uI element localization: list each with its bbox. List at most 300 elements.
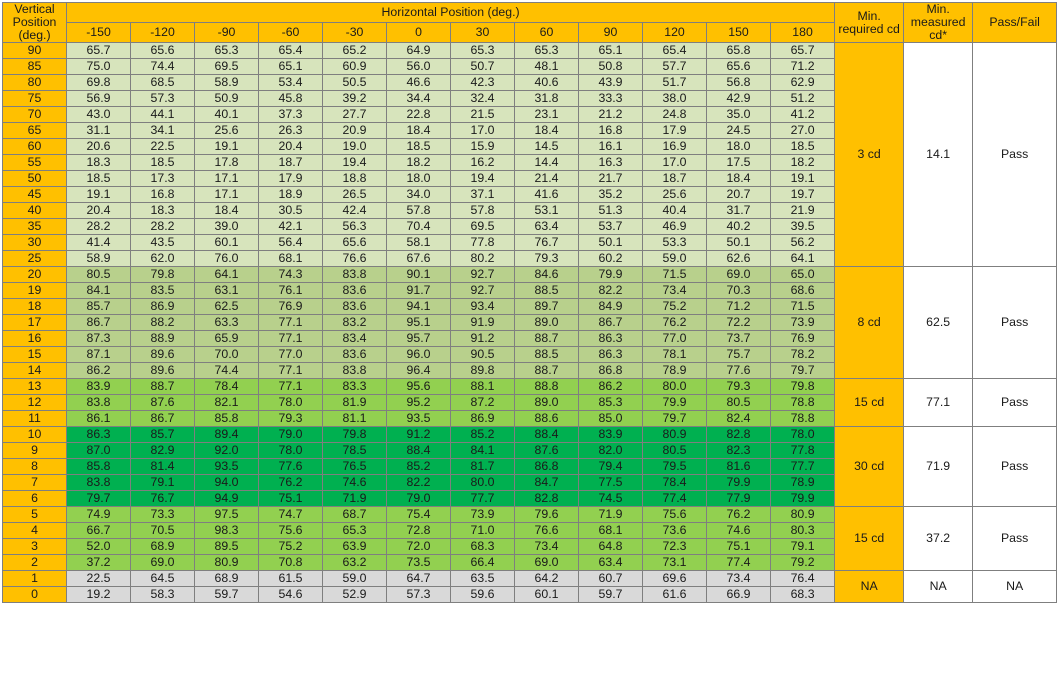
table-row xyxy=(3,379,1057,395)
intensity-value-cell: 28.2 xyxy=(67,219,131,235)
intensity-value-cell: 71.2 xyxy=(771,59,835,75)
pass-fail-cell: Pass xyxy=(973,267,1057,379)
intensity-value-cell: 65.4 xyxy=(643,43,707,59)
min-measured-cell: 14.1 xyxy=(904,43,973,267)
intensity-value-cell: 53.1 xyxy=(515,203,579,219)
horizontal-position-header: Horizontal Position (deg.) xyxy=(67,3,835,23)
vertical-angle-cell: 16 xyxy=(3,331,67,347)
intensity-value-cell: 17.5 xyxy=(707,155,771,171)
intensity-value-cell: 72.0 xyxy=(387,539,451,555)
intensity-value-cell: 53.3 xyxy=(643,235,707,251)
intensity-value-cell: 34.4 xyxy=(387,91,451,107)
intensity-value-cell: 16.1 xyxy=(579,139,643,155)
horizontal-angle-header: 180 xyxy=(771,23,835,43)
intensity-value-cell: 74.7 xyxy=(259,507,323,523)
intensity-value-cell: 68.6 xyxy=(771,283,835,299)
intensity-value-cell: 77.5 xyxy=(579,475,643,491)
vertical-angle-cell: 55 xyxy=(3,155,67,171)
intensity-value-cell: 78.0 xyxy=(259,395,323,411)
intensity-value-cell: 58.1 xyxy=(387,235,451,251)
intensity-value-cell: 85.2 xyxy=(451,427,515,443)
intensity-value-cell: 69.0 xyxy=(131,555,195,571)
intensity-value-cell: 75.0 xyxy=(67,59,131,75)
intensity-value-cell: 56.4 xyxy=(259,235,323,251)
intensity-value-cell: 68.7 xyxy=(323,507,387,523)
intensity-value-cell: 80.9 xyxy=(195,555,259,571)
intensity-value-cell: 77.8 xyxy=(451,235,515,251)
intensity-value-cell: 79.5 xyxy=(643,459,707,475)
intensity-value-cell: 77.7 xyxy=(771,459,835,475)
intensity-value-cell: 25.6 xyxy=(643,187,707,203)
intensity-value-cell: 65.7 xyxy=(67,43,131,59)
intensity-value-cell: 14.4 xyxy=(515,155,579,171)
intensity-value-cell: 75.1 xyxy=(259,491,323,507)
intensity-value-cell: 65.3 xyxy=(195,43,259,59)
intensity-value-cell: 41.2 xyxy=(771,107,835,123)
intensity-value-cell: 48.1 xyxy=(515,59,579,75)
min-measured-cell: 37.2 xyxy=(904,507,973,571)
intensity-value-cell: 17.8 xyxy=(195,155,259,171)
intensity-value-cell: 37.3 xyxy=(259,107,323,123)
intensity-value-cell: 68.3 xyxy=(771,587,835,603)
intensity-value-cell: 18.9 xyxy=(259,187,323,203)
intensity-value-cell: 25.6 xyxy=(195,123,259,139)
intensity-value-cell: 88.1 xyxy=(451,379,515,395)
intensity-value-cell: 89.6 xyxy=(131,347,195,363)
min-required-cell: NA xyxy=(835,571,904,603)
intensity-value-cell: 78.4 xyxy=(195,379,259,395)
intensity-value-cell: 97.5 xyxy=(195,507,259,523)
intensity-value-cell: 81.4 xyxy=(131,459,195,475)
intensity-value-cell: 73.9 xyxy=(771,315,835,331)
intensity-value-cell: 64.1 xyxy=(195,267,259,283)
intensity-value-cell: 76.5 xyxy=(323,459,387,475)
min-required-cell: 30 cd xyxy=(835,427,904,507)
intensity-value-cell: 65.9 xyxy=(195,331,259,347)
intensity-value-cell: 74.6 xyxy=(323,475,387,491)
intensity-value-cell: 16.3 xyxy=(579,155,643,171)
intensity-value-cell: 85.2 xyxy=(387,459,451,475)
vertical-angle-cell: 65 xyxy=(3,123,67,139)
vertical-angle-cell: 13 xyxy=(3,379,67,395)
intensity-value-cell: 37.2 xyxy=(67,555,131,571)
intensity-value-cell: 78.2 xyxy=(771,347,835,363)
intensity-value-cell: 73.6 xyxy=(643,523,707,539)
intensity-value-cell: 94.1 xyxy=(387,299,451,315)
intensity-value-cell: 79.1 xyxy=(771,539,835,555)
intensity-value-cell: 86.3 xyxy=(579,331,643,347)
intensity-value-cell: 42.9 xyxy=(707,91,771,107)
intensity-value-cell: 46.6 xyxy=(387,75,451,91)
intensity-value-cell: 80.9 xyxy=(643,427,707,443)
vertical-angle-cell: 35 xyxy=(3,219,67,235)
intensity-value-cell: 68.9 xyxy=(195,571,259,587)
pass-fail-cell: Pass xyxy=(973,507,1057,571)
horizontal-angle-header: 0 xyxy=(387,23,451,43)
intensity-value-cell: 59.6 xyxy=(451,587,515,603)
intensity-value-cell: 56.9 xyxy=(67,91,131,107)
intensity-value-cell: 66.4 xyxy=(451,555,515,571)
intensity-value-cell: 58.9 xyxy=(67,251,131,267)
intensity-value-cell: 91.2 xyxy=(451,331,515,347)
intensity-value-cell: 60.7 xyxy=(579,571,643,587)
intensity-value-cell: 75.2 xyxy=(259,539,323,555)
intensity-value-cell: 51.2 xyxy=(771,91,835,107)
intensity-value-cell: 75.6 xyxy=(259,523,323,539)
intensity-value-cell: 30.5 xyxy=(259,203,323,219)
horizontal-angle-header: 150 xyxy=(707,23,771,43)
intensity-value-cell: 43.0 xyxy=(67,107,131,123)
intensity-value-cell: 21.2 xyxy=(579,107,643,123)
intensity-value-cell: 79.9 xyxy=(579,267,643,283)
intensity-value-cell: 85.8 xyxy=(195,411,259,427)
min-required-cell: 3 cd xyxy=(835,43,904,267)
intensity-value-cell: 82.0 xyxy=(579,443,643,459)
intensity-value-cell: 40.1 xyxy=(195,107,259,123)
intensity-value-cell: 75.1 xyxy=(707,539,771,555)
intensity-value-cell: 53.4 xyxy=(259,75,323,91)
intensity-value-cell: 80.9 xyxy=(771,507,835,523)
intensity-value-cell: 20.4 xyxy=(67,203,131,219)
intensity-value-cell: 56.0 xyxy=(387,59,451,75)
intensity-value-cell: 27.7 xyxy=(323,107,387,123)
intensity-value-cell: 79.7 xyxy=(771,363,835,379)
intensity-value-cell: 82.8 xyxy=(707,427,771,443)
intensity-value-cell: 87.2 xyxy=(451,395,515,411)
vertical-angle-cell: 14 xyxy=(3,363,67,379)
intensity-value-cell: 87.1 xyxy=(67,347,131,363)
min-measured-cell: 71.9 xyxy=(904,427,973,507)
intensity-value-cell: 39.0 xyxy=(195,219,259,235)
intensity-value-cell: 88.7 xyxy=(515,331,579,347)
intensity-value-cell: 76.9 xyxy=(771,331,835,347)
intensity-value-cell: 58.3 xyxy=(131,587,195,603)
pass-fail-cell: NA xyxy=(973,571,1057,603)
intensity-value-cell: 86.2 xyxy=(67,363,131,379)
intensity-value-cell: 85.0 xyxy=(579,411,643,427)
intensity-value-cell: 76.0 xyxy=(195,251,259,267)
intensity-value-cell: 87.0 xyxy=(67,443,131,459)
intensity-value-cell: 68.9 xyxy=(131,539,195,555)
intensity-value-cell: 16.9 xyxy=(643,139,707,155)
intensity-value-cell: 91.7 xyxy=(387,283,451,299)
vertical-angle-cell: 6 xyxy=(3,491,67,507)
intensity-value-cell: 79.4 xyxy=(579,459,643,475)
intensity-value-cell: 43.9 xyxy=(579,75,643,91)
intensity-value-cell: 93.4 xyxy=(451,299,515,315)
intensity-value-cell: 88.9 xyxy=(131,331,195,347)
intensity-value-cell: 46.9 xyxy=(643,219,707,235)
intensity-value-cell: 71.9 xyxy=(323,491,387,507)
intensity-value-cell: 73.7 xyxy=(707,331,771,347)
intensity-value-cell: 79.8 xyxy=(131,267,195,283)
pass-fail-header: Pass/Fail xyxy=(973,3,1057,43)
min-required-cell: 15 cd xyxy=(835,379,904,427)
intensity-value-cell: 28.2 xyxy=(131,219,195,235)
intensity-value-cell: 60.9 xyxy=(323,59,387,75)
intensity-value-cell: 82.9 xyxy=(131,443,195,459)
intensity-value-cell: 39.2 xyxy=(323,91,387,107)
intensity-value-cell: 86.9 xyxy=(131,299,195,315)
intensity-value-cell: 69.0 xyxy=(515,555,579,571)
intensity-value-cell: 21.5 xyxy=(451,107,515,123)
intensity-value-cell: 95.6 xyxy=(387,379,451,395)
intensity-value-cell: 65.6 xyxy=(707,59,771,75)
intensity-value-cell: 79.8 xyxy=(771,379,835,395)
intensity-value-cell: 69.6 xyxy=(643,571,707,587)
intensity-value-cell: 61.5 xyxy=(259,571,323,587)
intensity-value-cell: 63.3 xyxy=(195,315,259,331)
intensity-value-cell: 51.3 xyxy=(579,203,643,219)
intensity-value-cell: 18.4 xyxy=(195,203,259,219)
horizontal-angle-header: -60 xyxy=(259,23,323,43)
intensity-value-cell: 40.6 xyxy=(515,75,579,91)
intensity-value-cell: 82.8 xyxy=(515,491,579,507)
intensity-value-cell: 77.9 xyxy=(707,491,771,507)
intensity-value-cell: 19.4 xyxy=(323,155,387,171)
intensity-value-cell: 77.4 xyxy=(643,491,707,507)
intensity-value-cell: 86.8 xyxy=(579,363,643,379)
intensity-value-cell: 91.9 xyxy=(451,315,515,331)
intensity-value-cell: 88.5 xyxy=(515,347,579,363)
vertical-angle-cell: 15 xyxy=(3,347,67,363)
intensity-value-cell: 17.9 xyxy=(643,123,707,139)
intensity-value-cell: 87.6 xyxy=(515,443,579,459)
intensity-value-cell: 24.8 xyxy=(643,107,707,123)
intensity-value-cell: 84.9 xyxy=(579,299,643,315)
intensity-value-cell: 81.9 xyxy=(323,395,387,411)
intensity-value-cell: 52.0 xyxy=(67,539,131,555)
intensity-value-cell: 82.3 xyxy=(707,443,771,459)
intensity-value-cell: 60.1 xyxy=(195,235,259,251)
intensity-value-cell: 62.6 xyxy=(707,251,771,267)
intensity-value-cell: 40.4 xyxy=(643,203,707,219)
intensity-value-cell: 42.1 xyxy=(259,219,323,235)
intensity-value-cell: 20.6 xyxy=(67,139,131,155)
intensity-value-cell: 62.0 xyxy=(131,251,195,267)
intensity-value-cell: 73.1 xyxy=(643,555,707,571)
intensity-value-cell: 86.9 xyxy=(451,411,515,427)
intensity-value-cell: 32.4 xyxy=(451,91,515,107)
intensity-value-cell: 79.3 xyxy=(259,411,323,427)
intensity-value-cell: 26.5 xyxy=(323,187,387,203)
intensity-value-cell: 18.4 xyxy=(515,123,579,139)
vertical-angle-cell: 45 xyxy=(3,187,67,203)
min-required-header: Min. required cd xyxy=(835,3,904,43)
intensity-value-cell: 71.5 xyxy=(771,299,835,315)
vertical-angle-cell: 30 xyxy=(3,235,67,251)
intensity-value-cell: 95.2 xyxy=(387,395,451,411)
intensity-value-cell: 78.8 xyxy=(771,395,835,411)
horizontal-angle-header: 90 xyxy=(579,23,643,43)
intensity-value-cell: 57.3 xyxy=(387,587,451,603)
intensity-value-cell: 89.5 xyxy=(195,539,259,555)
intensity-value-cell: 64.1 xyxy=(771,251,835,267)
horizontal-angle-header: 60 xyxy=(515,23,579,43)
intensity-value-cell: 79.3 xyxy=(515,251,579,267)
table-row xyxy=(3,427,1057,443)
intensity-value-cell: 92.7 xyxy=(451,283,515,299)
intensity-value-cell: 37.1 xyxy=(451,187,515,203)
intensity-value-cell: 74.9 xyxy=(67,507,131,523)
intensity-value-cell: 79.0 xyxy=(387,491,451,507)
intensity-value-cell: 21.4 xyxy=(515,171,579,187)
intensity-value-cell: 74.4 xyxy=(195,363,259,379)
intensity-value-cell: 14.5 xyxy=(515,139,579,155)
intensity-value-cell: 75.4 xyxy=(387,507,451,523)
horizontal-angle-header: -150 xyxy=(67,23,131,43)
intensity-value-cell: 56.3 xyxy=(323,219,387,235)
intensity-value-cell: 64.5 xyxy=(131,571,195,587)
vertical-angle-cell: 5 xyxy=(3,507,67,523)
intensity-value-cell: 16.8 xyxy=(579,123,643,139)
intensity-value-cell: 18.5 xyxy=(387,139,451,155)
intensity-value-cell: 53.7 xyxy=(579,219,643,235)
intensity-value-cell: 77.0 xyxy=(259,347,323,363)
intensity-value-cell: 78.0 xyxy=(259,443,323,459)
intensity-value-cell: 80.5 xyxy=(707,395,771,411)
intensity-value-cell: 18.7 xyxy=(643,171,707,187)
intensity-value-cell: 71.2 xyxy=(707,299,771,315)
intensity-value-cell: 54.6 xyxy=(259,587,323,603)
intensity-value-cell: 70.4 xyxy=(387,219,451,235)
intensity-value-cell: 17.1 xyxy=(195,187,259,203)
vertical-position-header: Vertical Position (deg.) xyxy=(3,3,67,43)
intensity-value-cell: 23.1 xyxy=(515,107,579,123)
intensity-value-cell: 85.7 xyxy=(67,299,131,315)
intensity-value-cell: 88.4 xyxy=(387,443,451,459)
intensity-value-cell: 90.5 xyxy=(451,347,515,363)
intensity-value-cell: 44.1 xyxy=(131,107,195,123)
intensity-value-cell: 71.9 xyxy=(579,507,643,523)
vertical-angle-cell: 17 xyxy=(3,315,67,331)
intensity-value-cell: 73.3 xyxy=(131,507,195,523)
intensity-value-cell: 50.7 xyxy=(451,59,515,75)
intensity-value-cell: 91.2 xyxy=(387,427,451,443)
intensity-value-cell: 79.8 xyxy=(323,427,387,443)
intensity-value-cell: 82.1 xyxy=(195,395,259,411)
intensity-value-cell: 63.4 xyxy=(515,219,579,235)
intensity-value-cell: 72.2 xyxy=(707,315,771,331)
intensity-value-cell: 21.7 xyxy=(579,171,643,187)
intensity-value-cell: 71.0 xyxy=(451,523,515,539)
intensity-value-cell: 79.6 xyxy=(515,507,579,523)
intensity-value-cell: 93.5 xyxy=(387,411,451,427)
intensity-value-cell: 76.9 xyxy=(259,299,323,315)
intensity-value-cell: 78.0 xyxy=(771,427,835,443)
intensity-value-cell: 31.8 xyxy=(515,91,579,107)
intensity-value-cell: 86.7 xyxy=(131,411,195,427)
intensity-value-cell: 80.0 xyxy=(643,379,707,395)
intensity-value-cell: 68.1 xyxy=(579,523,643,539)
intensity-value-cell: 35.2 xyxy=(579,187,643,203)
intensity-value-cell: 85.8 xyxy=(67,459,131,475)
pass-fail-cell: Pass xyxy=(973,427,1057,507)
intensity-value-cell: 45.8 xyxy=(259,91,323,107)
intensity-value-cell: 77.1 xyxy=(259,315,323,331)
intensity-value-cell: 74.3 xyxy=(259,267,323,283)
intensity-value-cell: 56.8 xyxy=(707,75,771,91)
intensity-value-cell: 88.7 xyxy=(515,363,579,379)
intensity-value-cell: 96.0 xyxy=(387,347,451,363)
intensity-value-cell: 65.7 xyxy=(771,43,835,59)
intensity-value-cell: 73.4 xyxy=(515,539,579,555)
intensity-value-cell: 64.7 xyxy=(387,571,451,587)
vertical-angle-cell: 75 xyxy=(3,91,67,107)
intensity-value-cell: 24.5 xyxy=(707,123,771,139)
intensity-value-cell: 77.6 xyxy=(259,459,323,475)
intensity-value-cell: 79.7 xyxy=(643,411,707,427)
intensity-value-cell: 35.0 xyxy=(707,107,771,123)
intensity-value-cell: 68.1 xyxy=(259,251,323,267)
intensity-value-cell: 31.1 xyxy=(67,123,131,139)
intensity-value-cell: 88.4 xyxy=(515,427,579,443)
intensity-value-cell: 86.8 xyxy=(515,459,579,475)
intensity-value-cell: 19.1 xyxy=(771,171,835,187)
intensity-value-cell: 68.3 xyxy=(451,539,515,555)
intensity-value-cell: 86.1 xyxy=(67,411,131,427)
intensity-value-cell: 83.5 xyxy=(131,283,195,299)
intensity-value-cell: 16.8 xyxy=(131,187,195,203)
intensity-value-cell: 79.0 xyxy=(259,427,323,443)
vertical-angle-cell: 60 xyxy=(3,139,67,155)
intensity-value-cell: 92.7 xyxy=(451,267,515,283)
intensity-value-cell: 19.1 xyxy=(67,187,131,203)
intensity-value-cell: 92.0 xyxy=(195,443,259,459)
intensity-value-cell: 64.2 xyxy=(515,571,579,587)
intensity-value-cell: 83.8 xyxy=(323,267,387,283)
intensity-value-cell: 65.3 xyxy=(515,43,579,59)
intensity-value-cell: 18.3 xyxy=(67,155,131,171)
intensity-value-cell: 65.6 xyxy=(323,235,387,251)
intensity-value-cell: 93.5 xyxy=(195,459,259,475)
pass-fail-cell: Pass xyxy=(973,43,1057,267)
intensity-value-cell: 88.6 xyxy=(515,411,579,427)
intensity-value-cell: 87.6 xyxy=(131,395,195,411)
intensity-value-cell: 69.0 xyxy=(707,267,771,283)
pass-fail-cell: Pass xyxy=(973,379,1057,427)
table-row xyxy=(3,571,1057,587)
intensity-value-cell: 73.4 xyxy=(643,283,707,299)
vertical-angle-cell: 8 xyxy=(3,459,67,475)
intensity-value-cell: 76.2 xyxy=(259,475,323,491)
intensity-value-cell: 18.7 xyxy=(259,155,323,171)
intensity-value-cell: 76.7 xyxy=(131,491,195,507)
intensity-value-cell: 90.1 xyxy=(387,267,451,283)
intensity-value-cell: 22.5 xyxy=(131,139,195,155)
intensity-value-cell: 58.9 xyxy=(195,75,259,91)
intensity-value-cell: 63.2 xyxy=(323,555,387,571)
vertical-angle-cell: 25 xyxy=(3,251,67,267)
intensity-value-cell: 57.3 xyxy=(131,91,195,107)
intensity-value-cell: 79.7 xyxy=(67,491,131,507)
intensity-value-cell: 39.5 xyxy=(771,219,835,235)
intensity-value-cell: 18.4 xyxy=(387,123,451,139)
intensity-value-cell: 26.3 xyxy=(259,123,323,139)
intensity-value-cell: 51.7 xyxy=(643,75,707,91)
intensity-value-cell: 75.7 xyxy=(707,347,771,363)
intensity-value-cell: 83.6 xyxy=(323,283,387,299)
intensity-value-cell: 83.9 xyxy=(579,427,643,443)
intensity-value-cell: 78.9 xyxy=(771,475,835,491)
intensity-value-cell: 34.1 xyxy=(131,123,195,139)
intensity-value-cell: 81.1 xyxy=(323,411,387,427)
intensity-value-cell: 76.6 xyxy=(515,523,579,539)
intensity-value-cell: 65.6 xyxy=(131,43,195,59)
intensity-value-cell: 80.0 xyxy=(451,475,515,491)
min-measured-header: Min. measured cd* xyxy=(904,3,973,43)
intensity-value-cell: 89.8 xyxy=(451,363,515,379)
